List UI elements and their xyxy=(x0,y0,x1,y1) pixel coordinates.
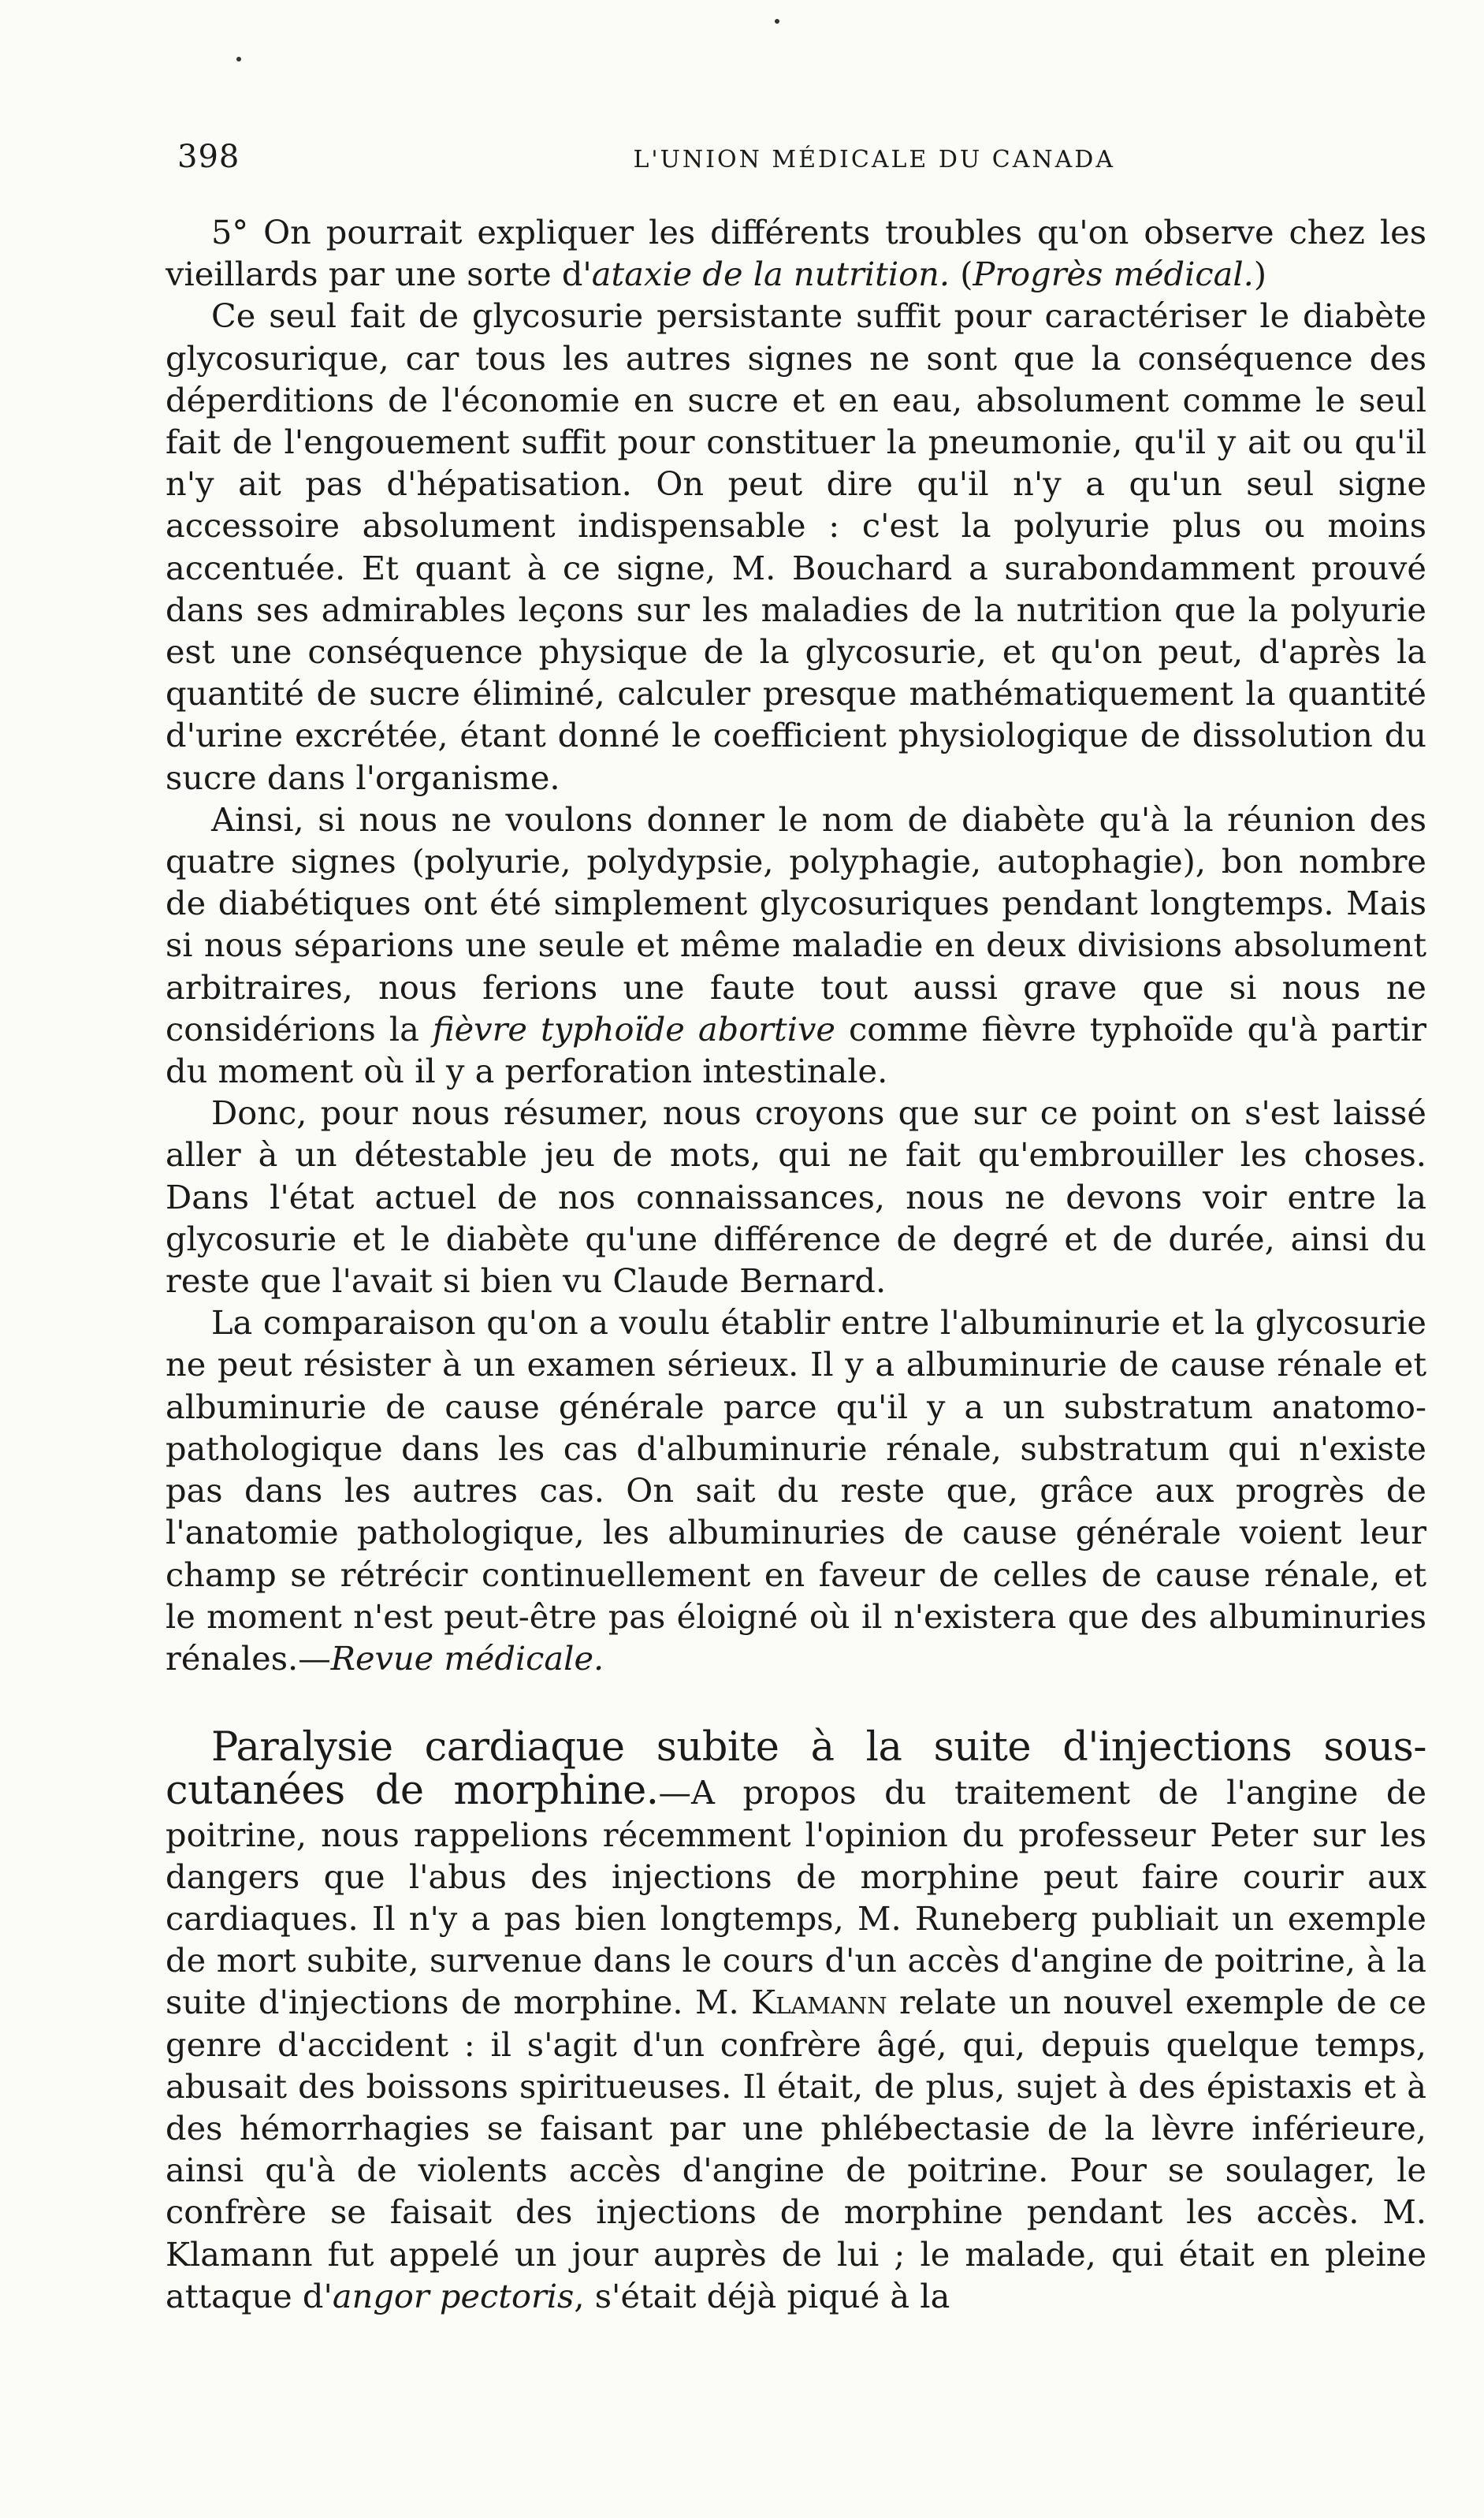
page-number: 398 xyxy=(177,139,240,175)
print-speck xyxy=(236,57,241,61)
body-text xyxy=(166,211,1426,2317)
page-header xyxy=(177,139,1273,175)
paragraph-cardiac-paralysis: Paralysie cardiaque subite à la suite d'injections sous-cutanées de morphine.—A propos du traitement de l'angine de poitrine, nous rappelions récemment l'opinion du professeur Peter sur les dangers que l'abus des injections de morphine peut faire courir aux cardiaques. Il n'y a pas bien longtemps, M. Runeberg publiait un exemple de mort subite, survenue dans le cours d'un accès d'angine de poitrine, à la suite d'injections de morphine. M. Klamann relate un nouvel exemple de ce genre d'accident : il s'agit d'un confrère âgé, qui, depuis quelque temps, abusait des boissons spiritueuses. Il était, de plus, sujet à des épistaxis et à des hémorrhagies se faisant par une phlébectasie de la lèvre inférieure, ainsi qu'à de violents accès d'angine de poitrine. Pour se soulager, le confrère se faisait des injections de morphine pendant les accès. M. Klamann fut appelé un jour auprès de lui ; le malade, qui était en pleine attaque d'angor pectoris, s'était déjà piqué à la xyxy=(166,1724,1426,2315)
section-heading: Paralysie cardiaque subite à la suite d'injections sous-cutanées de morphine. xyxy=(166,1724,1426,1815)
running-head: L'UNION MÉDICALE DU CANADA xyxy=(633,146,1115,173)
paragraph-albuminuria: La comparaison qu'on a voulu établir entre l'albuminurie et la glycosurie ne peut résister à un examen sérieux. Il y a albuminurie de cause rénale et albuminurie de cause générale parce qu'il y a un substratum anatomo-pathologique dans les cas d'albuminurie rénale, substratum qui n'existe pas dans les autres cas. On sait du reste que, grâce aux progrès de l'anatomie pathologique, les albuminuries de cause générale voient leur champ se rétrécir continuellement en faveur de celles de cause rénale, et le moment n'est peut-être pas éloigné où il n'existera que des albuminuries rénales.—Revue médicale. xyxy=(166,1303,1426,1678)
paragraph-summary: Donc, pour nous résumer, nous croyons que sur ce point on s'est laissé aller à un détestable jeu de mots, qui ne fait qu'embrouiller les choses. Dans l'état actuel de nos connaissances, nous ne devons voir entre la glycosurie et le diabète qu'une différence de degré et de durée, ainsi du reste que l'avait si bien vu Claude Bernard. xyxy=(166,1093,1426,1301)
print-speck xyxy=(775,19,779,24)
paragraph-four-signs: Ainsi, si nous ne voulons donner le nom de diabète qu'à la réunion des quatre signes (polyurie, polydypsie, polyphagie, autophagie), bon nombre de diabétiques ont été simplement glycosuriques pendant longtemps. Mais si nous séparions une seule et même maladie en deux divisions absolument arbitraires, nous ferions une faute tout aussi grave que si nous ne considérions la fièvre typhoïde abortive comme fièvre typhoïde qu'à partir du moment où il y a perforation intestinale. xyxy=(166,799,1426,1091)
paragraph-nutrition-ataxia: 5° On pourrait expliquer les différents troubles qu'on observe chez les vieillards par une sorte d'ataxie de la nutrition. (Progrès médical.) xyxy=(166,213,1426,294)
paragraph-glycosuria: Ce seul fait de glycosurie persistante suffit pour caractériser le diabète glycosurique, car tous les autres signes ne sont que la conséquence des déperditions de l'économie en sucre et en eau, absolument comme le seul fait de l'engouement suffit pour constituer la pneumonie, qu'il y ait ou qu'il n'y ait pas d'hépatisation. On peut dire qu'il n'y a qu'un seul signe accessoire absolument indispensable : c'est la polyurie plus ou moins accentuée. Et quant à ce signe, M. Bouchard a surabondamment prouvé dans ses admirables leçons sur les maladies de la nutrition que la polyurie est une conséquence physique de la glycosurie, et qu'on peut, d'après la quantité de sucre éliminé, calculer presque mathématiquement la quantité d'urine excrétée, étant donné le coefficient physiologique de dissolution du sucre dans l'organisme. xyxy=(166,296,1426,797)
